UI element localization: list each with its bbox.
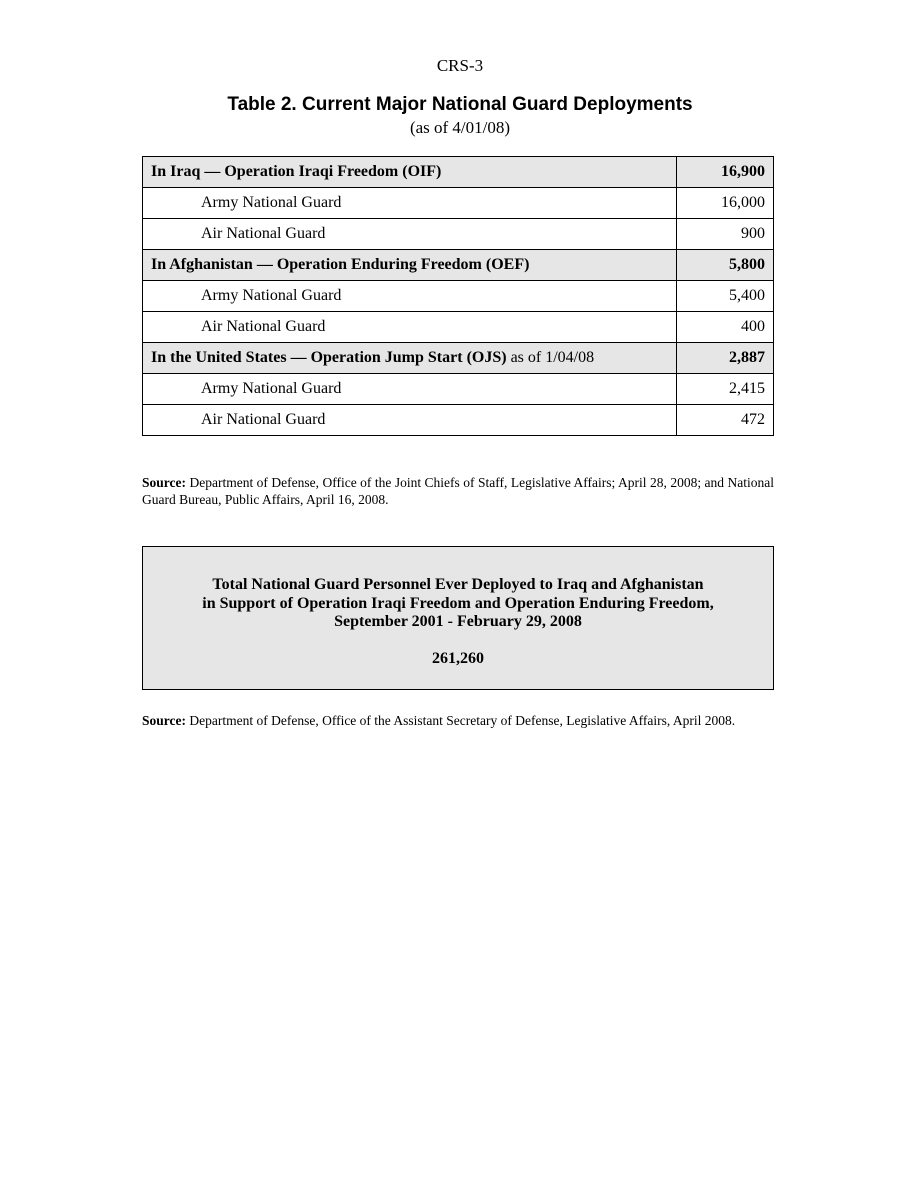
table-row [143, 188, 774, 219]
table-row [143, 374, 774, 405]
summary-line: Total National Guard Personnel Ever Deployed to Iraq and Afghanistan [212, 576, 704, 593]
row-value: 2,415 [677, 374, 774, 405]
box-source-note [142, 712, 774, 729]
summary-line: September 2001 - February 29, 2008 [334, 613, 582, 630]
section-total: 16,900 [677, 157, 774, 188]
source-label: Source: [142, 475, 186, 490]
section-heading: In the United States — Operation Jump Start (OJS) as of 1/04/08 [143, 343, 677, 374]
summary-heading [143, 576, 773, 632]
row-value: 400 [677, 312, 774, 343]
section-heading: In Iraq — Operation Iraqi Freedom (OIF) [143, 157, 677, 188]
row-label: Army National Guard [143, 374, 677, 405]
row-label: Air National Guard [143, 312, 677, 343]
source-text: Department of Defense, Office of the Assistant Secretary of Defense, Legislative Affairs, April 2008. [186, 713, 736, 728]
row-value: 472 [677, 405, 774, 436]
section-header-united-states [143, 343, 774, 374]
page-number: CRS-3 [436, 56, 484, 75]
section-header-afghanistan [143, 250, 774, 281]
row-label: Army National Guard [143, 281, 677, 312]
source-label: Source: [142, 713, 186, 728]
row-value: 16,000 [677, 188, 774, 219]
row-label: Army National Guard [143, 188, 677, 219]
section-total: 2,887 [677, 343, 774, 374]
table-row [143, 405, 774, 436]
table-row [143, 312, 774, 343]
row-label: Air National Guard [143, 405, 677, 436]
deployments-table [142, 156, 774, 436]
summary-line: in Support of Operation Iraqi Freedom and Operation Enduring Freedom, [202, 594, 714, 612]
row-value: 900 [677, 219, 774, 250]
table-row [143, 219, 774, 250]
section-total: 5,800 [677, 250, 774, 281]
table-source-note [142, 474, 774, 508]
source-text: Department of Defense, Office of the Joint Chiefs of Staff, Legislative Affairs; April 28, 2008; and National Guard Bureau, Public Affairs, April 16, 2008. [142, 475, 774, 507]
table-title: Table 2. Current Major National Guard Deployments [227, 94, 693, 115]
row-label: Air National Guard [143, 219, 677, 250]
total-deployed-box [142, 546, 774, 690]
section-header-iraq [143, 157, 774, 188]
row-value: 5,400 [677, 281, 774, 312]
section-heading: In Afghanistan — Operation Enduring Freedom (OEF) [143, 250, 677, 281]
summary-total: 261,260 [432, 650, 484, 667]
table-row [143, 281, 774, 312]
table-subtitle: (as of 4/01/08) [409, 118, 511, 137]
